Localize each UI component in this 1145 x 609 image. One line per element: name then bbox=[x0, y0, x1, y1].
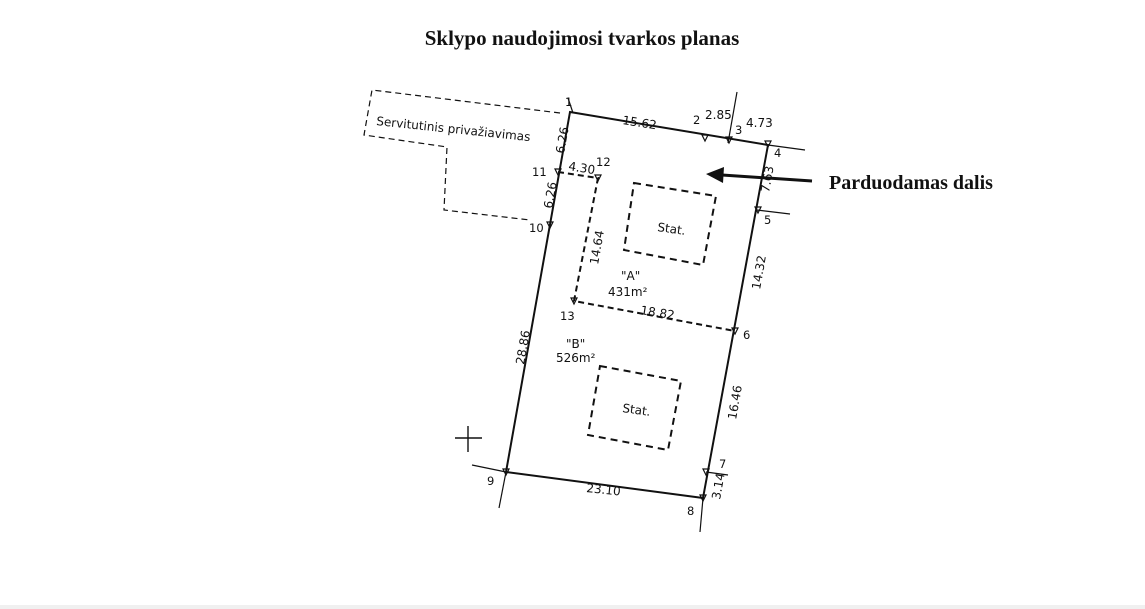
plan-title: Sklypo naudojimosi tvarkos planas bbox=[424, 26, 740, 50]
point-label-1: 1 bbox=[565, 95, 573, 109]
dimension-4-5: 7.63 bbox=[758, 164, 777, 194]
part-b-name: "B" bbox=[566, 337, 586, 351]
building-b-label: Stat. bbox=[621, 401, 652, 419]
building-a-label: Stat. bbox=[656, 220, 687, 238]
dimension-2-3: 2.85 bbox=[705, 108, 732, 122]
part-a-name: "A" bbox=[621, 269, 641, 283]
point-label-6: 6 bbox=[743, 328, 751, 342]
point-label-10: 10 bbox=[529, 221, 544, 235]
ext-line-9a bbox=[472, 465, 506, 472]
ext-line-8 bbox=[700, 498, 703, 532]
dimension-8-9: 23.10 bbox=[585, 481, 622, 499]
ext-line-9b bbox=[499, 472, 506, 508]
dimension-11-12: 4.30 bbox=[567, 159, 597, 178]
dimension-7-8: 3.14 bbox=[709, 471, 728, 501]
servitude-outline bbox=[364, 90, 560, 220]
servitude-label: Servitutinis privažiavimas bbox=[375, 114, 532, 145]
dimension-9-10: 28.86 bbox=[513, 329, 533, 366]
point-label-12: 12 bbox=[596, 155, 611, 169]
dimension-10-11: 6.26 bbox=[541, 180, 560, 210]
sale-arrow-head bbox=[706, 167, 724, 183]
dimension-11-1: 6.26 bbox=[553, 125, 572, 155]
point-label-3: 3 bbox=[735, 123, 743, 137]
point-label-5: 5 bbox=[764, 213, 772, 227]
point-label-2: 2 bbox=[693, 113, 701, 127]
point-marker-2 bbox=[702, 135, 708, 141]
point-label-9: 9 bbox=[487, 474, 495, 488]
point-label-13: 13 bbox=[560, 309, 575, 323]
point-label-7: 7 bbox=[719, 457, 727, 471]
dimension-6-7: 16.46 bbox=[725, 384, 745, 421]
part-a-area: 431m² bbox=[608, 285, 648, 299]
dimension-5-6: 14.32 bbox=[749, 254, 769, 291]
part-b-area: 526m² bbox=[556, 351, 596, 365]
bottom-edge bbox=[0, 605, 1145, 609]
dimension-12-13: 14.64 bbox=[587, 229, 607, 266]
point-label-8: 8 bbox=[687, 504, 695, 518]
sale-label: Parduodamas dalis bbox=[829, 172, 993, 194]
dimension-1-2: 15.62 bbox=[621, 113, 658, 133]
point-label-11: 11 bbox=[532, 165, 547, 179]
dimension-13-6: 18.82 bbox=[639, 303, 676, 323]
ext-line-5 bbox=[757, 210, 790, 214]
dimension-3-4: 4.73 bbox=[746, 116, 773, 130]
point-label-4: 4 bbox=[774, 146, 782, 160]
